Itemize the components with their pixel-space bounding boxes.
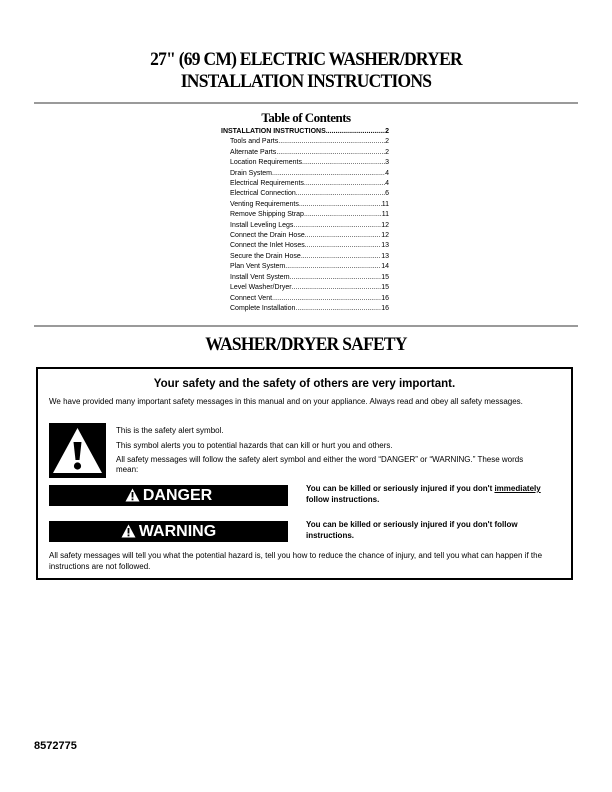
- toc-item-label: Alternate Parts: [230, 148, 277, 156]
- safety-box-heading: Your safety and the safety of others are very important.: [153, 378, 456, 390]
- toc-leader-dots: [290, 273, 382, 283]
- safety-section-title: WASHER/DRYER SAFETY: [205, 334, 407, 355]
- toc-item[interactable]: [221, 189, 389, 199]
- toc-item-label: Tools and Parts: [230, 138, 279, 146]
- safety-symbol-alert-text: This symbol alerts you to potential hazards that can kill or hurt you and others.: [116, 441, 393, 450]
- warning-description: You can be killed or seriously injured if you don't follow instructions.: [306, 520, 518, 540]
- toc-leader-dots: [272, 169, 385, 179]
- toc-item-label: Drain System: [230, 169, 273, 177]
- toc-item[interactable]: [221, 241, 389, 251]
- toc-entry-page: 2: [385, 128, 389, 135]
- middle-divider: [34, 325, 578, 327]
- danger-text-emphasis: immediately: [494, 484, 541, 493]
- toc-item[interactable]: [221, 221, 389, 231]
- toc-leader-dots: [276, 148, 385, 158]
- safety-alert-symbol-icon: [49, 423, 106, 478]
- top-divider: [34, 102, 578, 104]
- toc-leader-dots: [278, 137, 385, 147]
- toc-item-label: Plan Vent System: [230, 263, 286, 271]
- toc-item-page: 15: [381, 273, 389, 281]
- toc-leader-dots: [299, 200, 382, 210]
- toc-item[interactable]: [221, 294, 389, 304]
- part-number: 8572775: [34, 740, 77, 752]
- toc-item[interactable]: [221, 158, 389, 168]
- toc-item-label: Electrical Requirements: [230, 180, 304, 188]
- alert-triangle-icon: [121, 524, 136, 538]
- toc-item-page: 11: [381, 200, 389, 208]
- toc-item-label: Venting Requirements: [230, 200, 299, 208]
- toc-leader-dots: [304, 210, 382, 220]
- toc-item-page: 3: [385, 159, 389, 167]
- toc-item-label: Connect Vent: [230, 294, 273, 302]
- safety-signal-words-text: All safety messages will follow the safety alert symbol and either the word “DANGER” or “WARNING.” These words mean:: [116, 455, 524, 474]
- safety-symbol-description: This is the safety alert symbol.: [116, 426, 224, 435]
- toc-entry-label: INSTALLATION INSTRUCTIONS: [221, 128, 326, 135]
- toc-item[interactable]: [221, 231, 389, 241]
- toc-item-page: 13: [381, 242, 389, 250]
- toc-item-label: Complete Installation: [230, 304, 296, 312]
- document-title-line2: INSTALLATION INSTRUCTIONS: [180, 71, 432, 92]
- toc-leader-dots: [296, 189, 385, 199]
- danger-description: [306, 483, 566, 505]
- toc-item-page: 15: [381, 284, 389, 292]
- toc-item[interactable]: [221, 283, 389, 293]
- danger-label: DANGER: [142, 487, 213, 504]
- toc-item[interactable]: [221, 179, 389, 189]
- toc-item[interactable]: [221, 200, 389, 210]
- danger-text-before: You can be killed or seriously injured if you don't: [306, 484, 495, 493]
- warning-banner: [49, 521, 288, 542]
- toc-item-page: 11: [381, 211, 389, 219]
- warning-label: WARNING: [138, 523, 217, 540]
- document-title-line1: 27" (69 CM) ELECTRIC WASHER/DRYER: [150, 49, 462, 70]
- alert-triangle-icon: [125, 488, 140, 502]
- toc-item-label: Secure the Drain Hose: [230, 252, 301, 260]
- toc-item-page: 14: [381, 263, 389, 271]
- toc-leader-dots: [304, 179, 385, 189]
- toc-item-label: Install Leveling Legs: [230, 221, 294, 229]
- safety-intro-text: We have provided many important safety messages in this manual and on your appliance. Always read and obey all safety messages.: [49, 397, 523, 406]
- toc-item-label: Connect the Drain Hose: [230, 232, 305, 240]
- safety-box: [36, 367, 573, 580]
- toc-item[interactable]: [221, 262, 389, 272]
- toc-item[interactable]: [221, 169, 389, 179]
- toc-item-page: 13: [381, 252, 389, 260]
- danger-text-after: follow instructions.: [306, 495, 380, 504]
- toc-item-page: 2: [385, 148, 389, 156]
- toc-item-label: Level Washer/Dryer: [230, 284, 292, 292]
- toc-item-label: Location Requirements: [230, 159, 302, 167]
- toc-leader-dots: [305, 231, 381, 241]
- toc-item-page: 4: [385, 169, 389, 177]
- toc-item[interactable]: [221, 252, 389, 262]
- toc-item-label: Connect the Inlet Hoses: [230, 242, 305, 250]
- toc-item-page: 2: [385, 138, 389, 146]
- toc-leader-dots: [326, 127, 385, 137]
- toc-item-label: Remove Shipping Strap: [230, 211, 304, 219]
- safety-footer-text: All safety messages will tell you what the potential hazard is, tell you how to reduce the chance of injury, and tell you what can happen if the instructions are not followed.: [49, 551, 543, 571]
- toc-item[interactable]: [221, 210, 389, 220]
- toc-leader-dots: [301, 252, 381, 262]
- toc-item-page: 6: [385, 190, 389, 198]
- toc-item-label: Electrical Connection: [230, 190, 296, 198]
- toc-heading: Table of Contents: [261, 110, 351, 125]
- toc-item[interactable]: [221, 273, 389, 283]
- toc-item-page: 4: [385, 180, 389, 188]
- toc-item[interactable]: [221, 137, 389, 147]
- toc-item[interactable]: [221, 148, 389, 158]
- toc-main-entry[interactable]: [221, 127, 389, 137]
- toc-leader-dots: [293, 221, 381, 231]
- toc-item[interactable]: [221, 304, 389, 314]
- toc-item-page: 12: [381, 232, 389, 240]
- toc-leader-dots: [302, 158, 385, 168]
- toc-leader-dots: [295, 304, 381, 314]
- toc-leader-dots: [272, 294, 381, 304]
- table-of-contents: [221, 127, 389, 314]
- toc-item-list: [221, 137, 389, 314]
- toc-leader-dots: [292, 283, 382, 293]
- toc-item-page: 12: [381, 221, 389, 229]
- toc-leader-dots: [285, 262, 381, 272]
- toc-item-page: 16: [381, 304, 389, 312]
- toc-leader-dots: [305, 241, 381, 251]
- toc-item-label: Install Vent System: [230, 273, 290, 281]
- toc-item-page: 16: [381, 294, 389, 302]
- danger-banner: [49, 485, 288, 506]
